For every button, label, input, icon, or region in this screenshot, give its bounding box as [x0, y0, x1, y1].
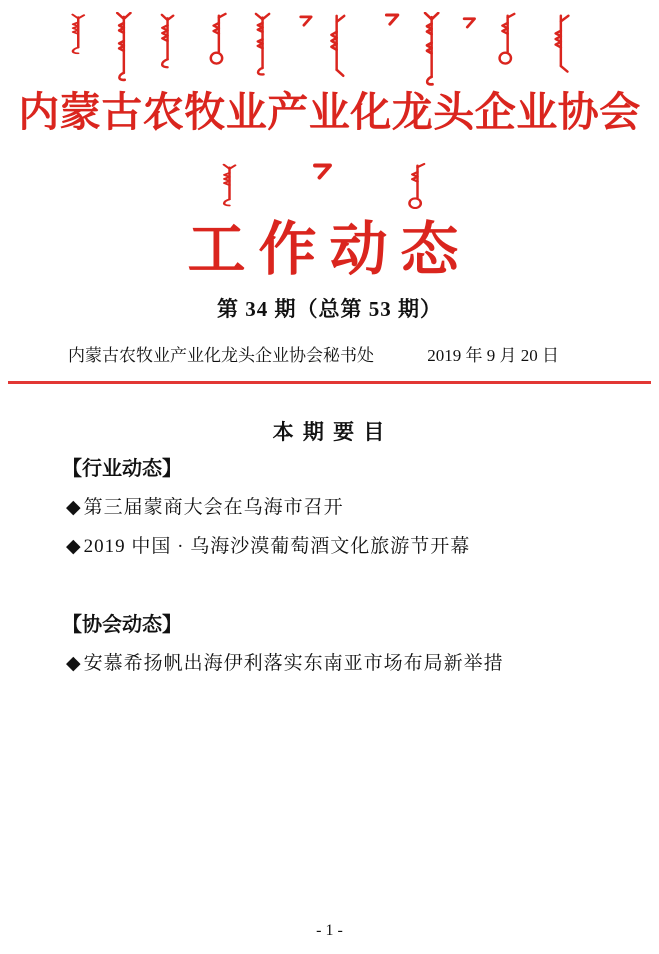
mongolian-script-subtitle-row	[0, 162, 659, 216]
issue-date: 2019 年 9 月 20 日	[427, 346, 559, 365]
toc-item	[66, 651, 659, 677]
page-number: - 1 -	[316, 922, 343, 939]
mongolian-script-header-row	[0, 0, 659, 88]
issuer-name: 内蒙古农牧业产业化龙头企业协会秘书处	[68, 346, 374, 365]
section-label-industry: 【行业动态】	[62, 458, 182, 480]
mongolian-script-icon	[212, 162, 448, 216]
toc-item-text: 2019 中国 · 乌海沙漠葡萄酒文化旅游节开幕	[83, 536, 471, 557]
bulletin-title: 工作动态	[187, 217, 472, 282]
toc-item-text: 第三届蒙商大会在乌海市召开	[83, 497, 344, 518]
mongolian-script-icon	[45, 12, 615, 88]
toc-item-text: 安慕希扬帆出海伊利落实东南亚市场布局新举措	[83, 653, 504, 674]
header-divider	[8, 381, 651, 384]
issue-number: 第 34 期（总第 53 期）	[217, 297, 442, 321]
diamond-bullet-icon: ◆	[66, 497, 82, 518]
toc-item	[66, 534, 659, 560]
diamond-bullet-icon: ◆	[66, 653, 82, 674]
toc-item	[66, 495, 659, 521]
meta-row	[0, 344, 659, 368]
section-label-association: 【协会动态】	[62, 614, 182, 636]
association-title: 内蒙古农牧业产业化龙头企业协会	[18, 89, 641, 135]
contents-heading: 本 期 要 目	[272, 420, 387, 444]
diamond-bullet-icon: ◆	[66, 536, 82, 557]
